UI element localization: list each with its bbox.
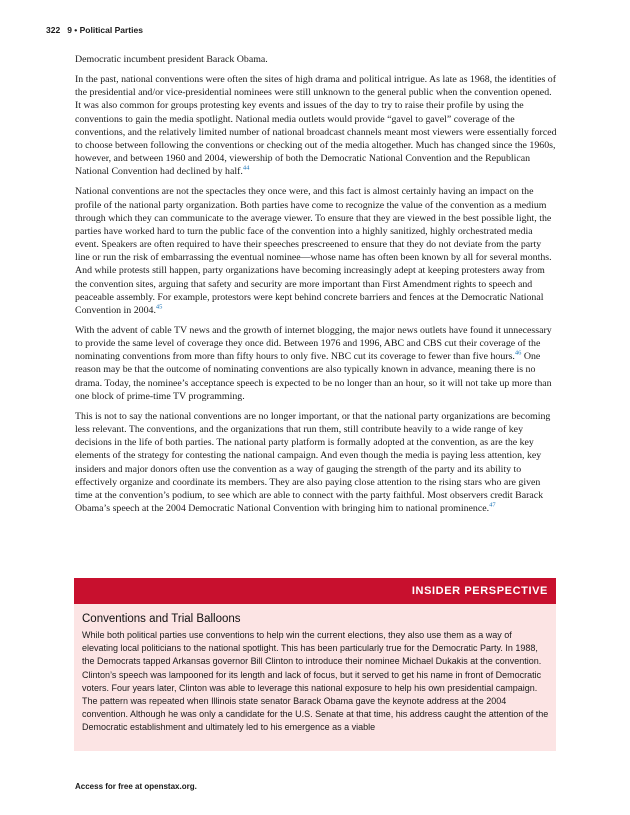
paragraph-text: One reason may be that the outcome of nominating conventions are also typically known in advance, meaning there is no drama. Today, the nominee’s acceptance speech is expected to be no longer than an hour, so it will not take up more than one block of prime-time TV programming. bbox=[75, 351, 552, 402]
page-number: 322 bbox=[46, 25, 61, 35]
footer-access-link[interactable]: Access for free at openstax.org. bbox=[75, 782, 197, 791]
feature-banner: INSIDER PERSPECTIVE bbox=[74, 578, 556, 604]
paragraph-text: Democratic incumbent president Barack Obama. bbox=[75, 54, 268, 65]
paragraph-spectacles bbox=[75, 185, 558, 317]
footnote-link-45[interactable]: 45 bbox=[155, 303, 163, 311]
paragraph-text: This is not to say the national conventions are no longer important, or that the national party organizations are becoming less relevant. The conventions, and the organizations that run them, still contribute heavily to a wide range of key decisions in the life of both parties. The national party platform is formally adopted at the convention, as are the key elements of the strategy for contesting the national campaign. And even though the media is paying less attention, key insiders and major donors often use the convention as a way of gauging the strength of the party and its ability to effectively organize and coordinate its members. They are also paying close attention to the rising stars who are given time at the convention’s podium, to see which are able to connect with the party faithful. Most observers credit Barack Obama’s speech at the 2004 Democratic National Convention with bringing him to national prominence. bbox=[75, 410, 551, 514]
footnote-link-46[interactable]: 46 bbox=[514, 349, 522, 357]
paragraph-cable-news bbox=[75, 324, 558, 403]
chapter-title: 9 • Political Parties bbox=[67, 25, 143, 35]
paragraph-text: In the past, national conventions were often the sites of high drama and political intrigue. As late as 1968, the identities of the presidential and/or vice-presidential nominees were still unknown to the general public when the convention opened. It was also common for groups protesting key events and issues of the day to try to raise their profile by using the conventions to gain the media spotlight. National media outlets would provide “gavel to gavel” coverage of the conventions, and the relatively limited number of national broadcast channels meant most viewers were essentially forced to choose between following the conventions or checking out of the media altogether. Much has changed since the 1960s, however, and between 1960 and 2004, viewership of both the Democratic National Convention and the Republican National Convention had declined by half. bbox=[75, 74, 557, 178]
paragraph-text: National conventions are not the spectacles they once were, and this fact is almost certainly having an impact on the profile of the national party organization. Both parties have come to recognize the value of the convention as a medium through which they can communicate to the average viewer. To ensure that they are viewed in the best possible light, the parties have worked hard to turn the public face of the convention into a highly sanitized, highly orchestrated media event. Speakers are often required to have their speeches prescreened to ensure that they do not deviate from the party line or run the risk of embarrassing the eventual nominee—whose name has often been known by all for several months. And while protests still happen, party organizations have becoming increasingly adept at keeping protesters away from the convention sites, arguing that safety and security are more important than First Amendment rights to speech and peaceable assembly. For example, protestors were kept behind concrete barriers and fences at the Democratic National Convention in 2004. bbox=[75, 186, 552, 316]
feature-title: Conventions and Trial Balloons bbox=[82, 613, 241, 625]
insider-perspective-box bbox=[74, 578, 556, 751]
body-text bbox=[75, 53, 558, 522]
feature-text: While both political parties use conventions to help win the current elections, they also use them as a way of elevating local politicians to the national spotlight. This has been particularly true for the Democratic Party. In 1988, the Democrats tapped Arkansas governor Bill Clinton to introduce their nominee Michael Dukakis at the convention. Clinton’s speech was lampooned for its length and lack of focus, but it served to get his name in front of Democratic voters. Four years later, Clinton was able to leverage this national exposure to help his own presidential campaign. The pattern was repeated when Illinois state senator Barack Obama gave the keynote address at the 2004 convention. Although he was only a candidate for the U.S. Senate at that time, his address caught the attention of the Democratic establishment and ultimately led to his emergence as a viable bbox=[82, 630, 549, 733]
paragraph-conventions-history bbox=[75, 73, 558, 178]
running-head bbox=[46, 25, 143, 35]
paragraph-relevance bbox=[75, 410, 558, 515]
paragraph-text: With the advent of cable TV news and the growth of internet blogging, the major news outlets have found it unnecessary to provide the same level of coverage they once did. Between 1976 and 1996, ABC and CBS cut their coverage of the nominating conventions from more than fifty hours to only five. NBC cut its coverage to fewer than five hours. bbox=[75, 324, 552, 363]
footnote-link-47[interactable]: 47 bbox=[489, 501, 496, 509]
footnote-link-44[interactable]: 44 bbox=[242, 164, 250, 172]
paragraph-intro bbox=[75, 53, 558, 66]
